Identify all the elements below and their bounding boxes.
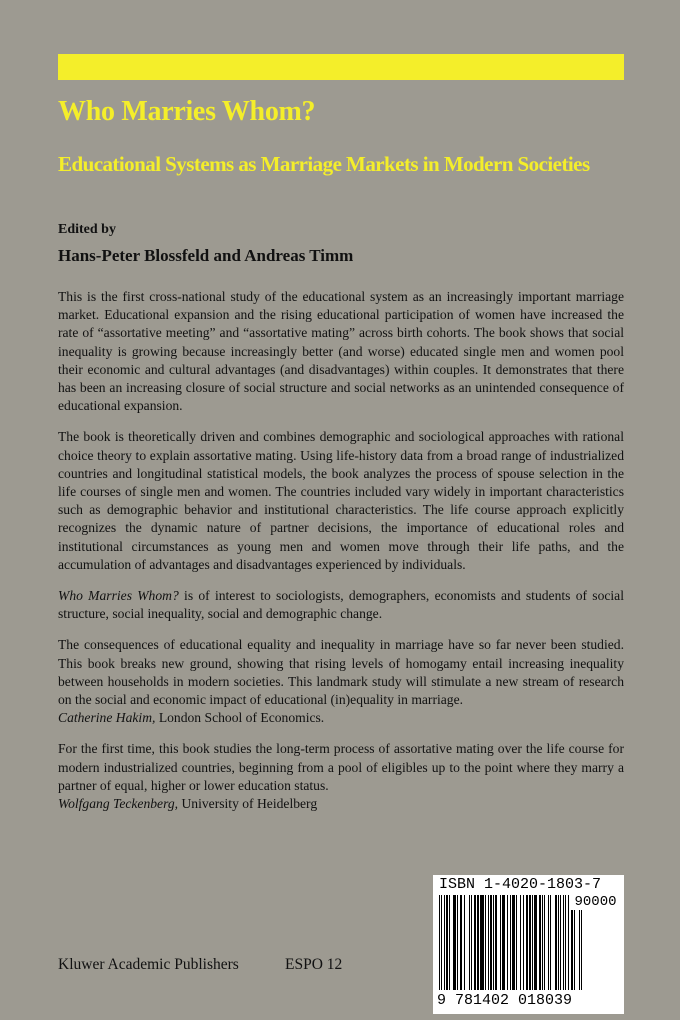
series-label: ESPO 12 xyxy=(285,956,343,973)
review-quote-2-text: For the first time, this book studies the long-term process of assortative mating over the life course for modern industrialized countries, beginning from a pool of eligibles up to the point where they marry a partner of equal, higher or lower education status. xyxy=(58,741,624,793)
review-quote-2-attribution xyxy=(58,795,624,813)
reviewer-name-1: Catherine Hakim, xyxy=(58,710,156,726)
review-quote-1 xyxy=(58,636,624,727)
blurb-paragraph-3-text: is of interest to sociologists, demographers, economists and students of social structure, social inequality, social and demographic change. xyxy=(58,588,624,622)
reviewer-affiliation-1: London School of Economics. xyxy=(155,710,325,726)
ean-digits: 9 781402 018039 xyxy=(437,992,573,1009)
edited-by-label: Edited by xyxy=(58,222,116,237)
blurb-paragraph-3 xyxy=(58,587,624,623)
blurb-paragraph-1: This is the first cross-national study of the educational system as an increasingly important marriage market. Educational expansion and the rising educational participation of women have increased the rate of “assortative meeting” and “assortative mating” across birth cohorts. The book shows that social inequality is growing because increasingly better (and worse) educated single men and women pool their economic and cultural advantages (and disadvantages) within couples. It demonstrates that there has been an increasing closure of social structure and social networks as an unintended consequence of educational expansion. xyxy=(58,289,624,414)
publisher-name: Kluwer Academic Publishers xyxy=(58,956,239,973)
review-quote-1-text: The consequences of educational equality and inequality in marriage have so far never been studied. This book breaks new ground, showing that rising levels of homogamy entail increasing inequality between households in modern societies. This landmark study will stimulate a new stream of research on the social and economic impact of educational (in)equality in marriage. xyxy=(58,637,624,708)
book-subtitle: Educational Systems as Marriage Markets in Modern Societies xyxy=(58,152,590,176)
isbn-label: ISBN 1-4020-1803-7 xyxy=(439,876,602,893)
price-code: 90000 xyxy=(570,894,621,910)
reviewer-affiliation-2: University of Heidelberg xyxy=(178,796,318,812)
barcode xyxy=(433,875,624,1014)
blurb xyxy=(58,288,624,826)
book-title-italic: Who Marries Whom? xyxy=(58,588,179,604)
blurb-paragraph-2: The book is theoretically driven and combines demographic and sociological approaches with rational choice theory to explain assortative mating. Using life-history data from a broad range of industrialized countries and longitudinal statistical models, the book analyzes the process of spouse selection in the life courses of single men and women. The countries included vary widely in important characteristics such as demographic behavior and institutional characteristics. The life course approach explicitly recognizes the dynamic nature of partner decisions, the importance of educational roles and institutional circumstances as young men and women move through their life paths, and the accumulation of advantages and disadvantages experienced by individuals. xyxy=(58,429,624,572)
book-title: Who Marries Whom? xyxy=(58,96,316,127)
review-quote-1-attribution xyxy=(58,709,624,727)
reviewer-name-2: Wolfgang Teckenberg, xyxy=(58,796,179,812)
yellow-band xyxy=(58,54,624,80)
editors: Hans-Peter Blossfeld and Andreas Timm xyxy=(58,246,354,265)
review-quote-2 xyxy=(58,740,624,813)
